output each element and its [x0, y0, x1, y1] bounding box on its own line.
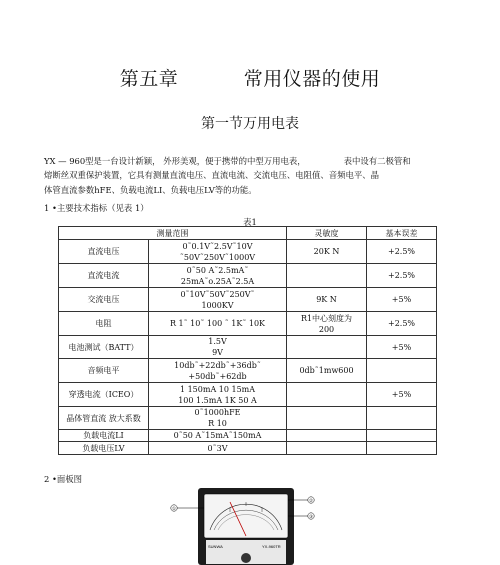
chapter-title: 第五章 常用仪器的使用: [119, 68, 381, 90]
table-row: [59, 442, 437, 455]
cell-range-line: ˜50V˜250V˜1000V: [179, 252, 256, 262]
cell-range-line: 0˜1000hFE: [194, 408, 241, 417]
cell-range-line: 0˜50 A˜15mA˜150mA: [173, 431, 262, 440]
callout-label-3: ③: [308, 514, 314, 520]
cell-range-line: 1.5V: [208, 337, 227, 346]
cell-range-line: +50db˜+62db: [188, 371, 247, 381]
table-body: [59, 240, 437, 455]
cell-range: [149, 359, 287, 383]
cell-range-line: 10db˜+22db˜+36db˜: [174, 360, 261, 370]
cell-range: [149, 264, 287, 288]
cell-sensitivity: [287, 442, 367, 455]
cell-error: [367, 442, 437, 455]
cell-range-line: 100 1.5mA 1K 50 A: [178, 395, 257, 405]
cell-quantity: 负载电压LV: [59, 442, 149, 455]
cell-sensitivity: [287, 312, 367, 336]
table-row: [59, 312, 437, 336]
table-row: [59, 336, 437, 359]
intro-line-1: [44, 154, 411, 168]
table-row: [59, 288, 437, 312]
cell-error: +2.5%: [367, 312, 437, 336]
cell-error: [367, 430, 437, 442]
cell-sensitivity: [287, 430, 367, 442]
cell-range: [149, 407, 287, 430]
table-row: [59, 407, 437, 430]
cell-range: [149, 240, 287, 264]
cell-sensitivity-line: 200: [318, 324, 335, 334]
cell-sensitivity: [287, 336, 367, 359]
cell-sensitivity: [287, 407, 367, 430]
cell-range-line: 25mA˜o.25A˜2.5A: [180, 276, 255, 286]
cell-sensitivity: 0db˜1mw600: [287, 359, 367, 383]
cell-range-line: 0˜0.1V˜2.5V˜10V: [182, 241, 253, 251]
cell-range-line: 0˜50 A˜2.5mA˜: [186, 265, 249, 275]
multimeter-panel-figure: [170, 486, 320, 565]
meter-scale-window: [204, 494, 288, 538]
panel-heading: 2 •面板图: [44, 474, 83, 484]
section-title: 第一节万用电表: [201, 116, 299, 132]
cell-range-line: 0˜3V: [207, 443, 228, 453]
spec-table: [58, 226, 437, 455]
cell-range-line: 1000KV: [201, 300, 234, 310]
callout-label-2: ②: [308, 498, 314, 504]
cell-error: [367, 359, 437, 383]
table-row: [59, 264, 437, 288]
brand-label: SUNWA: [208, 544, 223, 549]
cell-quantity: 穿透电流（ICEO）: [59, 383, 149, 407]
cell-range-line: R 1˜ 10˜ 100 ˜ 1K˜ 10K: [169, 319, 266, 328]
cell-sensitivity-line: R1中心刻度为: [300, 313, 353, 323]
table-header-error: 基本误差: [367, 227, 437, 240]
cell-error: +5%: [367, 336, 437, 359]
cell-error: +2.5%: [367, 264, 437, 288]
model-label: YX-960TR: [262, 544, 281, 549]
table-caption: 表1: [243, 217, 257, 227]
cell-sensitivity: [287, 383, 367, 407]
cell-error: +2.5%: [367, 240, 437, 264]
table-header-sensitivity: 灵敏度: [287, 227, 367, 240]
cell-quantity: 交流电压: [59, 288, 149, 312]
cell-range-line: 0˜10V˜50V˜250V˜: [180, 289, 255, 299]
cell-quantity: 音频电平: [59, 359, 149, 383]
cell-quantity: 电池测试（BATT）: [59, 336, 149, 359]
cell-range: [149, 288, 287, 312]
table-row: [59, 359, 437, 383]
intro-line-2: 熔断丝双重保护装置，它具有测量直流电压、直流电流、交流电压、电阻值、音频电平、晶: [44, 170, 379, 180]
table-row: [59, 240, 437, 264]
selector-knob-icon: [241, 553, 251, 563]
cell-range-line: R 10: [208, 419, 227, 428]
cell-range-line: 1 150mA 10 15mA: [179, 384, 256, 394]
cell-range: [149, 442, 287, 455]
cell-quantity: 直流电流: [59, 264, 149, 288]
cell-error: +5%: [367, 383, 437, 407]
cell-range-line: 9V: [212, 348, 223, 357]
cell-range: [149, 336, 287, 359]
callout-label-1: ①: [171, 506, 177, 512]
intro-line-1a: YX — 960型是一台设计新颖， 外形美观，便于携带的中型万用电表，: [44, 156, 306, 166]
cell-range: [149, 430, 287, 442]
cell-range: [149, 312, 287, 336]
spec-heading: 1 •主要技术指标（见表 1）: [44, 203, 149, 213]
table-row: [59, 383, 437, 407]
table-header-row: [59, 227, 437, 240]
table-header-range: 测量范围: [59, 227, 287, 240]
intro-line-1b: 表中设有二极管和: [343, 156, 411, 166]
cell-sensitivity: [287, 264, 367, 288]
cell-quantity: 直流电压: [59, 240, 149, 264]
cell-quantity: 晶体管直流 放大系数: [59, 407, 149, 430]
cell-sensitivity: 20K Ν: [287, 240, 367, 264]
table-row: [59, 430, 437, 442]
intro-line-3: 体管直流参数hFE、负载电流LI、负载电压LV等的功能。: [44, 185, 257, 195]
cell-quantity: 电阻: [59, 312, 149, 336]
cell-range: [149, 383, 287, 407]
cell-quantity: 负载电流LI: [59, 430, 149, 442]
cell-error: +5%: [367, 288, 437, 312]
cell-error: [367, 407, 437, 430]
cell-sensitivity: 9K Ν: [287, 288, 367, 312]
